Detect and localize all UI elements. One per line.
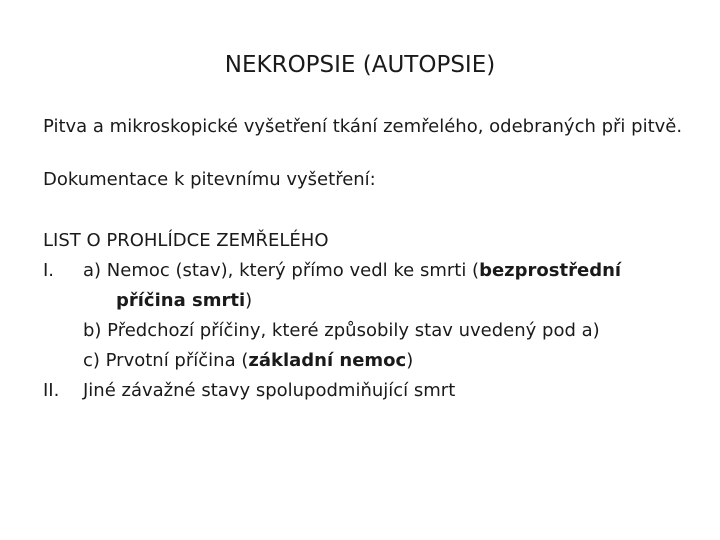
list-item-number: II. xyxy=(43,380,60,401)
list-item-text: Jiné závažné stavy spolupodmiňující smrt xyxy=(83,380,456,401)
definition-text: Pitva a mikroskopické vyšetření tkání zemřelého, odebraných při pitvě. xyxy=(43,116,683,137)
list-heading: LIST O PROHLÍDCE ZEMŘELÉHO xyxy=(43,230,329,251)
documentation-heading: Dokumentace k pitevnímu vyšetření: xyxy=(43,169,376,190)
sub-item-b: b) Předchozí příčiny, které způsobily stav uvedený pod a) xyxy=(83,320,600,341)
sub-item-c: c) Prvotní příčina (základní nemoc) xyxy=(83,350,414,371)
slide-body xyxy=(43,112,683,406)
list-item-number: I. xyxy=(43,260,55,281)
sub-item-a: a) Nemoc (stav), který přímo vedl ke smrti (bezprostřední příčina smrti) xyxy=(83,260,622,311)
list-item-2 xyxy=(43,376,683,406)
list-item-1 xyxy=(43,256,683,376)
emphasis-text: základní nemoc xyxy=(248,350,407,371)
slide-title: NEKROPSIE (AUTOPSIE) xyxy=(224,52,496,78)
emphasis-text: bezprostřední příčina smrti xyxy=(116,260,622,311)
